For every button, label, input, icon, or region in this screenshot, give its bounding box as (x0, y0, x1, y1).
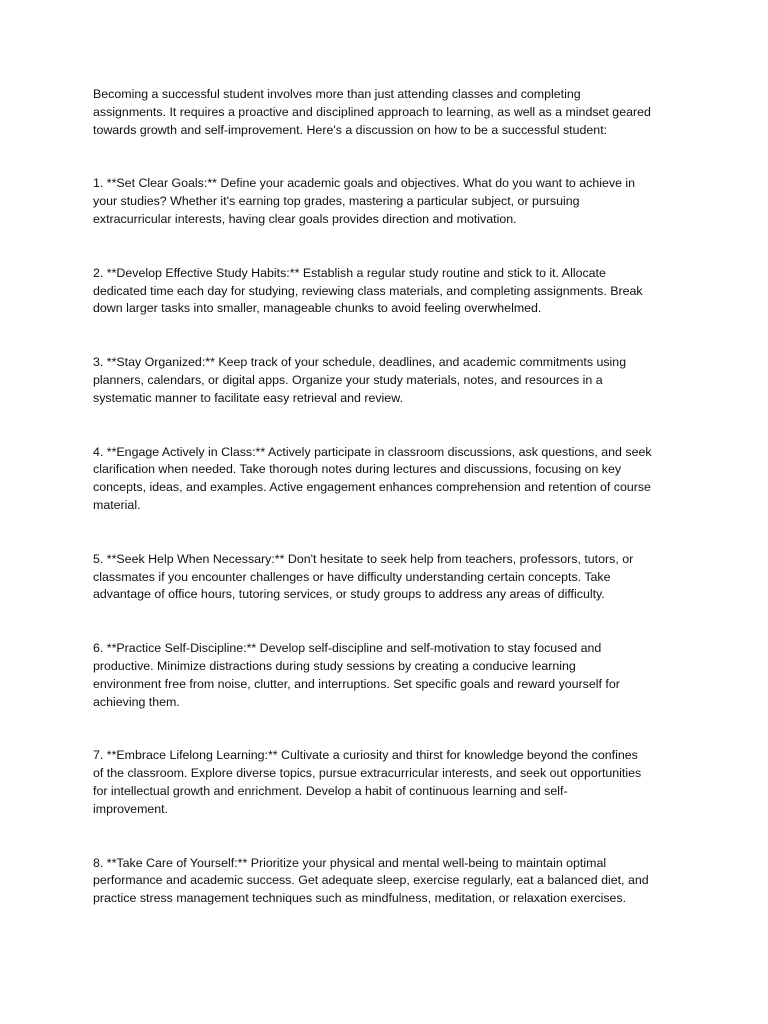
list-item-6: 6. **Practice Self-Discipline:** Develop self-discipline and self-motivation to stay focused and productive. Minimize distractions during study sessions by creating a conducive learning environment free from noise, clutter, and interruptions. Set specific goals and reward yourself for achieving them. (93, 641, 620, 709)
intro-paragraph: Becoming a successful student involves more than just attending classes and completing assignments. It requires a proactive and disciplined approach to learning, as well as a mindset geared towards growth and self-improvement. Here's a discussion on how to be a successful student: (93, 87, 651, 137)
document-body (93, 86, 681, 908)
list-item-7: 7. **Embrace Lifelong Learning:** Cultivate a curiosity and thirst for knowledge beyond the confines of the classroom. Explore diverse topics, pursue extracurricular interests, and seek out opportunities for intellectual growth and enrichment. Develop a habit of continuous learning and self- improvement. (93, 748, 642, 816)
list-item-8: 8. **Take Care of Yourself:** Prioritize your physical and mental well-being to maintain optimal performance and academic success. Get adequate sleep, exercise regularly, eat a balanced diet, and practice stress management techniques such as mindfulness, meditation, or relaxation exercises. (93, 855, 649, 906)
list-item-5: 5. **Seek Help When Necessary:** Don't hesitate to seek help from teachers, professors, tutors, or classmates if you encounter challenges or have difficulty understanding certain concepts. Take advantage of office hours, tutoring services, or study groups to address any areas of difficulty. (93, 551, 634, 602)
list-item-3: 3. **Stay Organized:** Keep track of your schedule, deadlines, and academic commitments using planners, calendars, or digital apps. Organize your study materials, notes, and resources in a systematic manner to facilitate easy retrieval and review. (93, 355, 627, 405)
list-item-4: 4. **Engage Actively in Class:** Actively participate in classroom discussions, ask questions, and seek clarification when needed. Take thorough notes during lectures and discussions, focusing on key concepts, ideas, and examples. Active engagement enhances comprehension and retention of course material. (93, 444, 652, 512)
list-item-2: 2. **Develop Effective Study Habits:** Establish a regular study routine and stick to it. Allocate dedicated time each day for studying, reviewing class materials, and completing assignments. Break down larger tasks into smaller, manageable chunks to avoid feeling overwhelmed. (93, 265, 643, 316)
list-item-1: 1. **Set Clear Goals:** Define your academic goals and objectives. What do you want to achieve in your studies? Whether it's earning top grades, mastering a particular subject, or pursuing extracurricular interests, having clear goals provides direction and motivation. (93, 176, 636, 226)
